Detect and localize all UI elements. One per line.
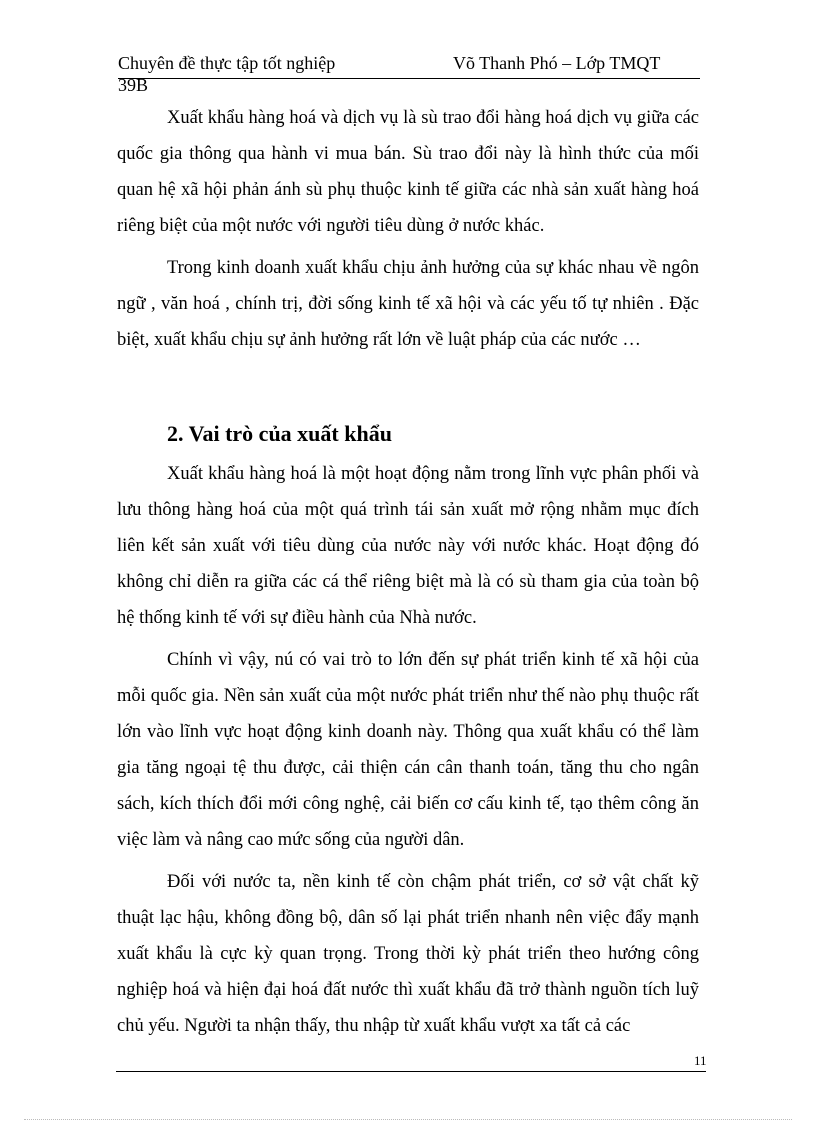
- page-edge-divider: [24, 1119, 792, 1120]
- header-author: Võ Thanh Phó – Lớp TMQT: [453, 53, 661, 73]
- section-paragraph: Xuất khẩu hàng hoá là một hoạt động nằm trong lĩnh vực phân phối và lưu thông hàng hoá của một quá trình tái sản xuất mở rộng nhằm mục đích liên kết sản xuất với tiêu dùng của nước này với nước khác. Hoạt động đó không chỉ diễn ra giữa các cá thể riêng biệt mà là có sù tham gia của toàn bộ hệ thống kinh tế với sự điều hành của Nhà nước.: [117, 464, 699, 628]
- body-paragraph: Trong kinh doanh xuất khẩu chịu ảnh hưởng của sự khác nhau về ngôn ngữ , văn hoá , chính trị, đời sống kinh tế xã hội và các yếu tố tự nhiên . Đặc biệt, xuất khẩu chịu sự ảnh hưởng rất lớn về luật pháp của các nước …: [117, 258, 699, 350]
- header-rule: [118, 78, 700, 79]
- body-paragraph: Xuất khẩu hàng hoá và dịch vụ là sù trao đổi hàng hoá dịch vụ giữa các quốc gia thông qua hành vi mua bán. Sù trao đổi này là hình thức của mối quan hệ xã hội phản ánh sù phụ thuộc kinh tế giữa các nhà sản xuất hàng hoá riêng biệt của một nước với người tiêu dùng ở nước khác.: [117, 108, 699, 236]
- section-paragraph: Chính vì vậy, nú có vai trò to lớn đến sự phát triển kinh tế xã hội của mỗi quốc gia. Nền sản xuất của một nước phát triển như thế nào phụ thuộc rất lớn vào lĩnh vực hoạt động kinh doanh này. Thông qua xuất khẩu có thể làm gia tăng ngoại tệ thu được, cải thiện cán cân thanh toán, tăng thu cho ngân sách, kích thích đổi mới công nghệ, cải biến cơ cấu kinh tế, tạo thêm công ăn việc làm và nâng cao mức sống của người dân.: [117, 650, 699, 850]
- footer-rule: [116, 1071, 706, 1072]
- header-class-continuation: 39B: [118, 75, 149, 95]
- page-number: 11: [694, 1053, 707, 1068]
- header-document-title: Chuyên đề thực tập tốt nghiệp: [118, 53, 336, 73]
- section-paragraph: Đối với nước ta, nền kinh tế còn chậm phát triển, cơ sở vật chất kỹ thuật lạc hậu, không đồng bộ, dân số lại phát triển nhanh nên việc đẩy mạnh xuất khẩu là cực kỳ quan trọng. Trong thời kỳ phát triển theo hướng công nghiệp hoá và hiện đại hoá đất nước thì xuất khẩu đã trở thành nguồn tích luỹ chủ yếu. Người ta nhận thấy, thu nhập từ xuất khẩu vượt xa tất cả các: [117, 872, 699, 1036]
- page-header: [118, 52, 700, 92]
- section-heading: 2. Vai trò của xuất khẩu: [167, 421, 392, 446]
- page-body: [117, 100, 699, 1044]
